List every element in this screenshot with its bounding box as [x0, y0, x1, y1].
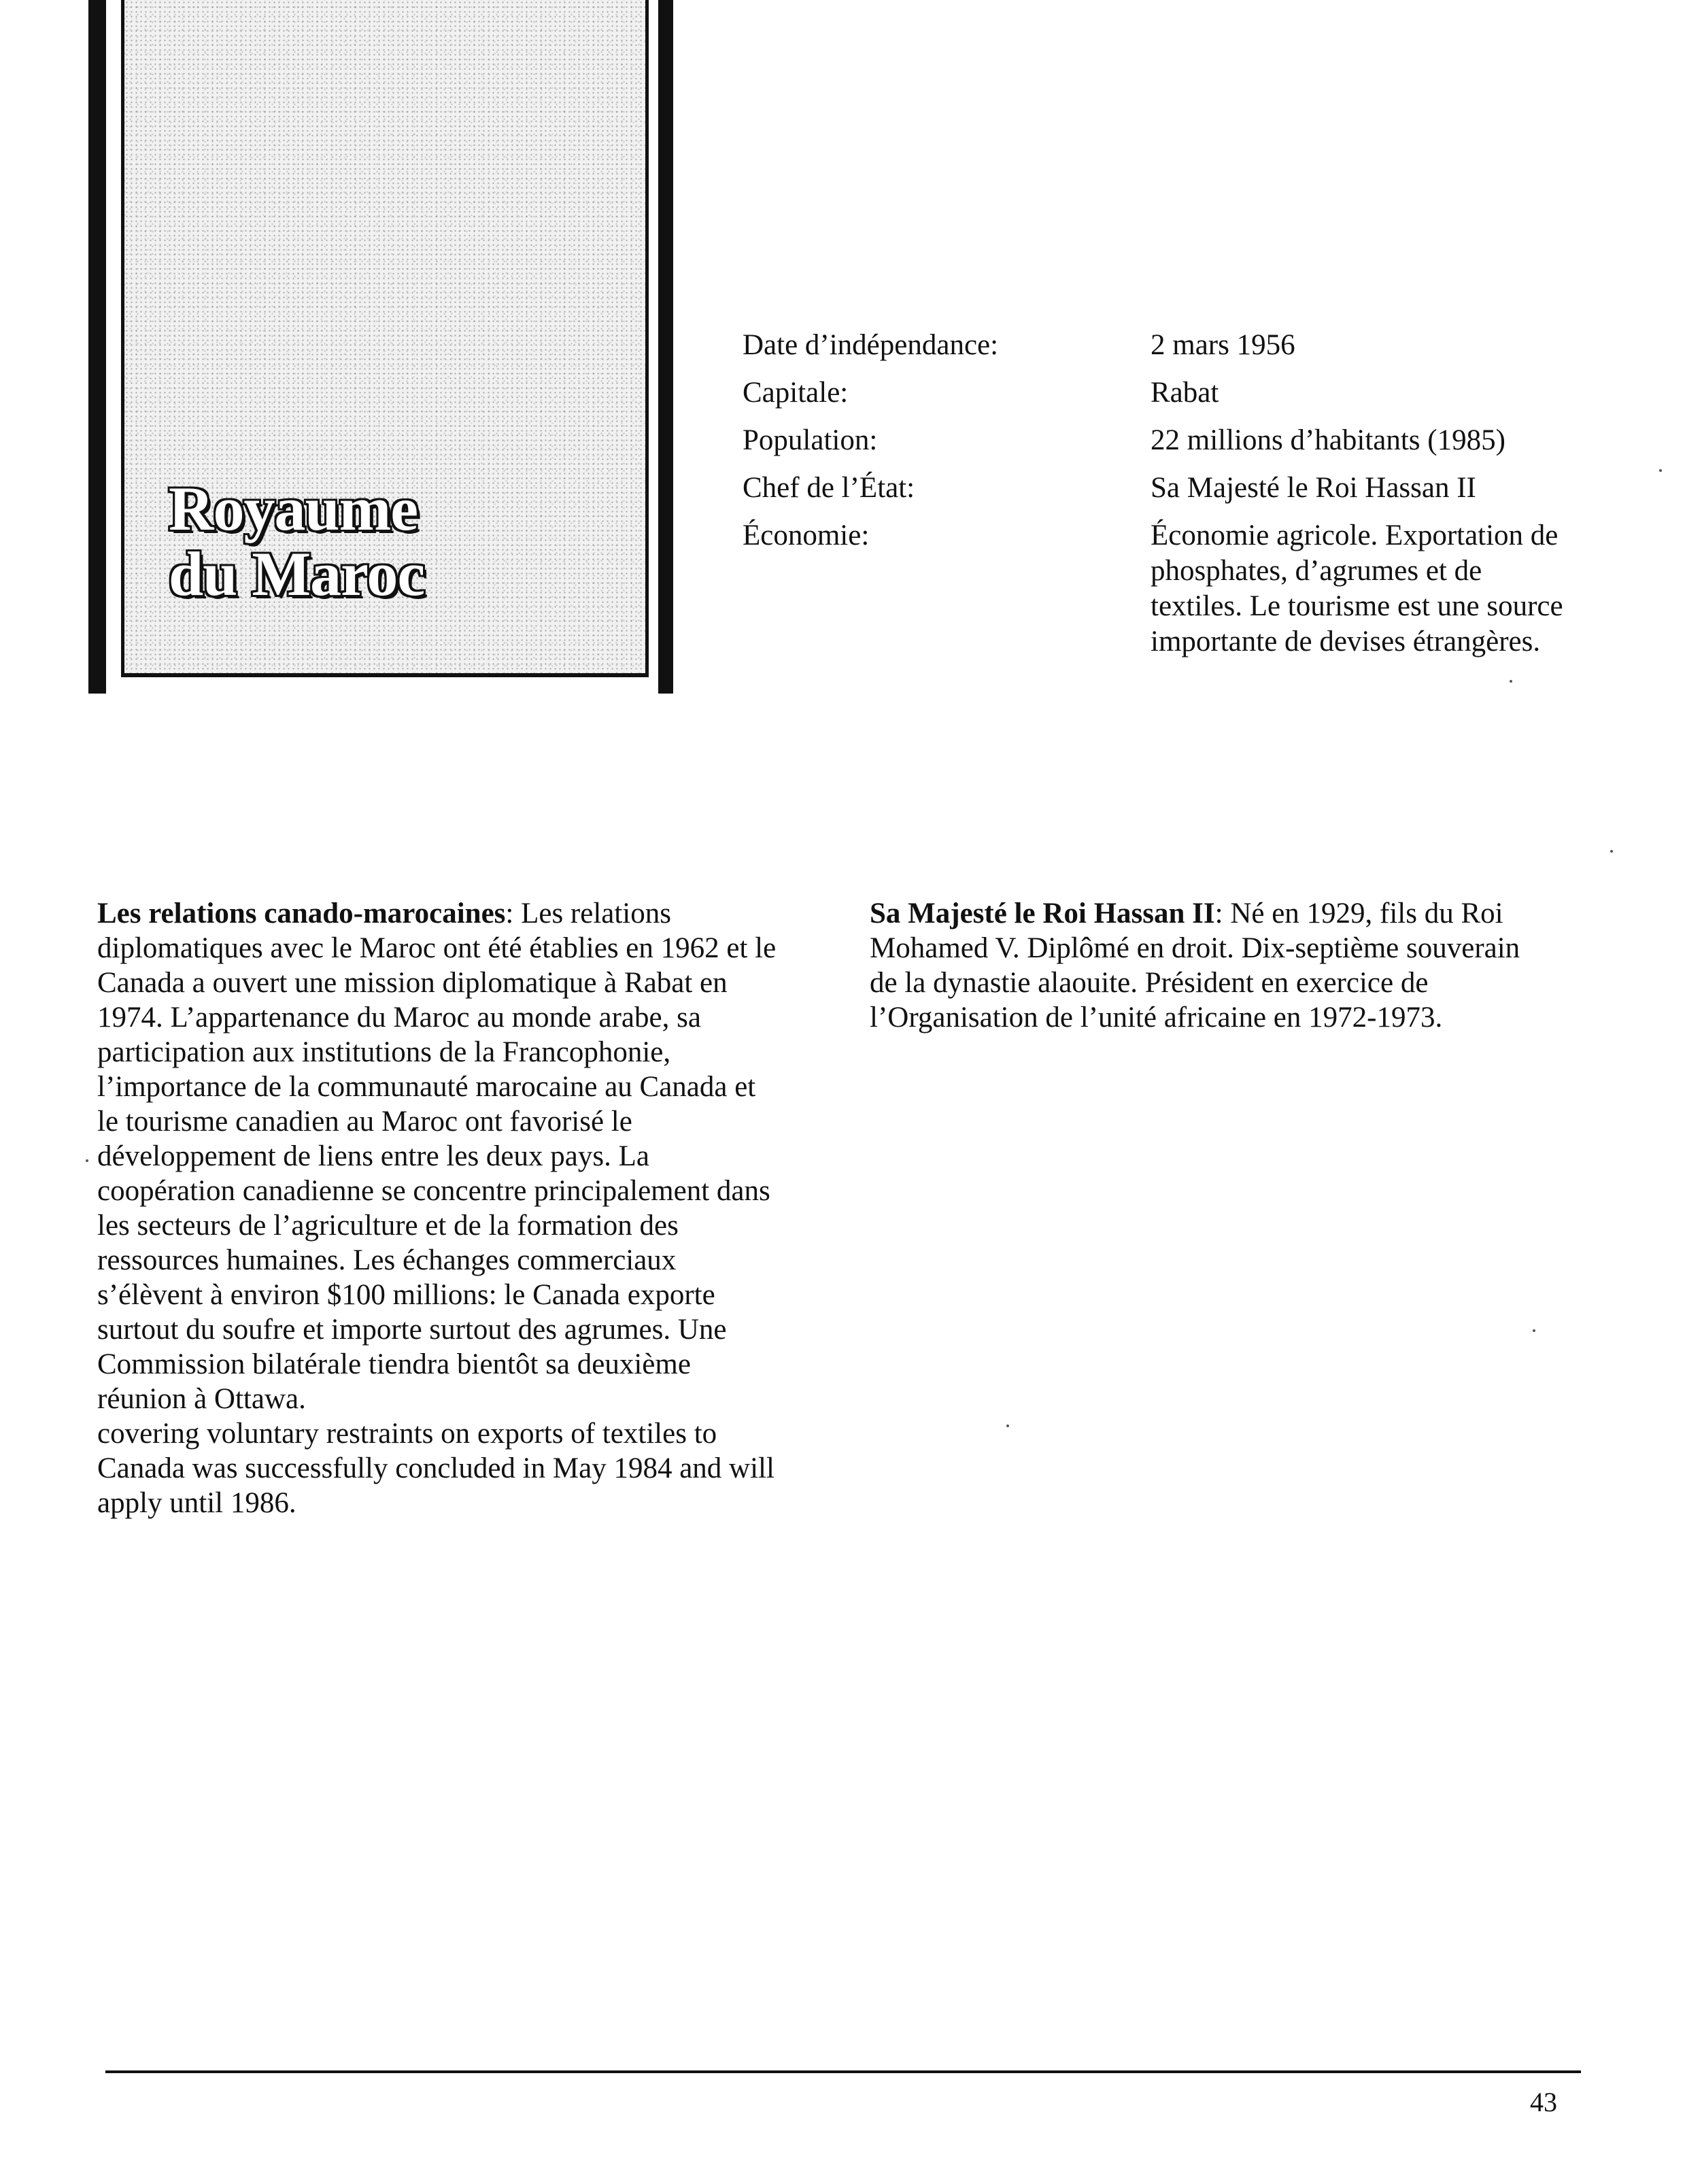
page-number: 43: [1530, 2087, 1557, 2117]
fact-label: Chef de l’État:: [743, 472, 915, 504]
country-title: [169, 476, 424, 607]
footer-rule: [105, 2070, 1581, 2073]
title-panel: [88, 0, 673, 694]
fact-row-economy: [743, 518, 1579, 660]
scan-speck: [1006, 1424, 1009, 1427]
scan-speck: [1610, 850, 1613, 853]
fact-value: Économie agricole. Exportation de phosphates, d’agrumes et de textiles. Le tourisme est une source importante de devises étrangères.: [1151, 519, 1563, 658]
scan-speck: [86, 1159, 88, 1162]
fact-label: Capitale:: [743, 377, 849, 409]
relations-column: [97, 896, 784, 1520]
fact-value: Sa Majesté le Roi Hassan II: [1151, 472, 1476, 504]
fact-value: 2 mars 1956: [1151, 329, 1295, 361]
relations-heading: Les relations canado-marocaines: [97, 898, 506, 929]
panel-bar-left: [88, 0, 106, 694]
king-paragraph: [870, 896, 1550, 1035]
relations-text: : Les relations diplomatiques avec le Maroc ont été établies en 1962 et le Canada a ouvert une mission diplomatique à Rabat en 1974. L’appartenance du Maroc au monde arabe, sa participation aux institutions de la Francophonie, l’importance de la communauté marocaine au Canada et le tourisme canadien au Maroc ont favorisé le développement de liens entre les deux pays. La coopération canadienne se concentre principalement dans les secteurs de l’agriculture et de la formation des ressources humaines. Les échanges commerciaux s’élèvent à environ $100 millions: le Canada exporte surtout du soufre et importe surtout des agrumes. Une Commission bilatérale tiendra bientôt sa deuxième réunion à Ottawa.: [97, 898, 777, 1415]
country-title-line2: du Maroc: [169, 539, 425, 609]
fact-row-population: [743, 423, 1579, 458]
scan-speck: [1510, 680, 1512, 683]
fact-value: Rabat: [1151, 377, 1219, 409]
fact-value: 22 millions d’habitants (1985): [1151, 424, 1505, 456]
english-fragment: covering voluntary restraints on exports of textiles to Canada was successfully concluded in May 1984 and will apply until 1986.: [97, 1418, 775, 1519]
facts-table: [743, 328, 1579, 672]
fact-label: Date d’indépendance:: [743, 329, 999, 361]
fact-row-head-of-state: [743, 471, 1579, 506]
king-text: : Né en 1929, fils du Roi Mohamed V. Diplômé en droit. Dix-septième souverain de la dynastie alaouite. Président en exercice de l’Organisation de l’unité africaine en 1972-1973.: [870, 898, 1520, 1034]
scan-speck: [1533, 1329, 1535, 1332]
fact-label: Économie:: [743, 519, 870, 551]
country-title-line1: Royaume: [169, 474, 418, 543]
fact-row-independence: [743, 328, 1579, 363]
relations-paragraph: [97, 896, 784, 1416]
fact-row-capital: [743, 375, 1579, 411]
panel-bar-right: [658, 0, 673, 694]
scan-speck: [1659, 469, 1662, 472]
fact-label: Population:: [743, 424, 878, 456]
stippled-box: [121, 0, 649, 677]
king-heading: Sa Majesté le Roi Hassan II: [870, 898, 1215, 929]
king-column: [870, 896, 1550, 1035]
